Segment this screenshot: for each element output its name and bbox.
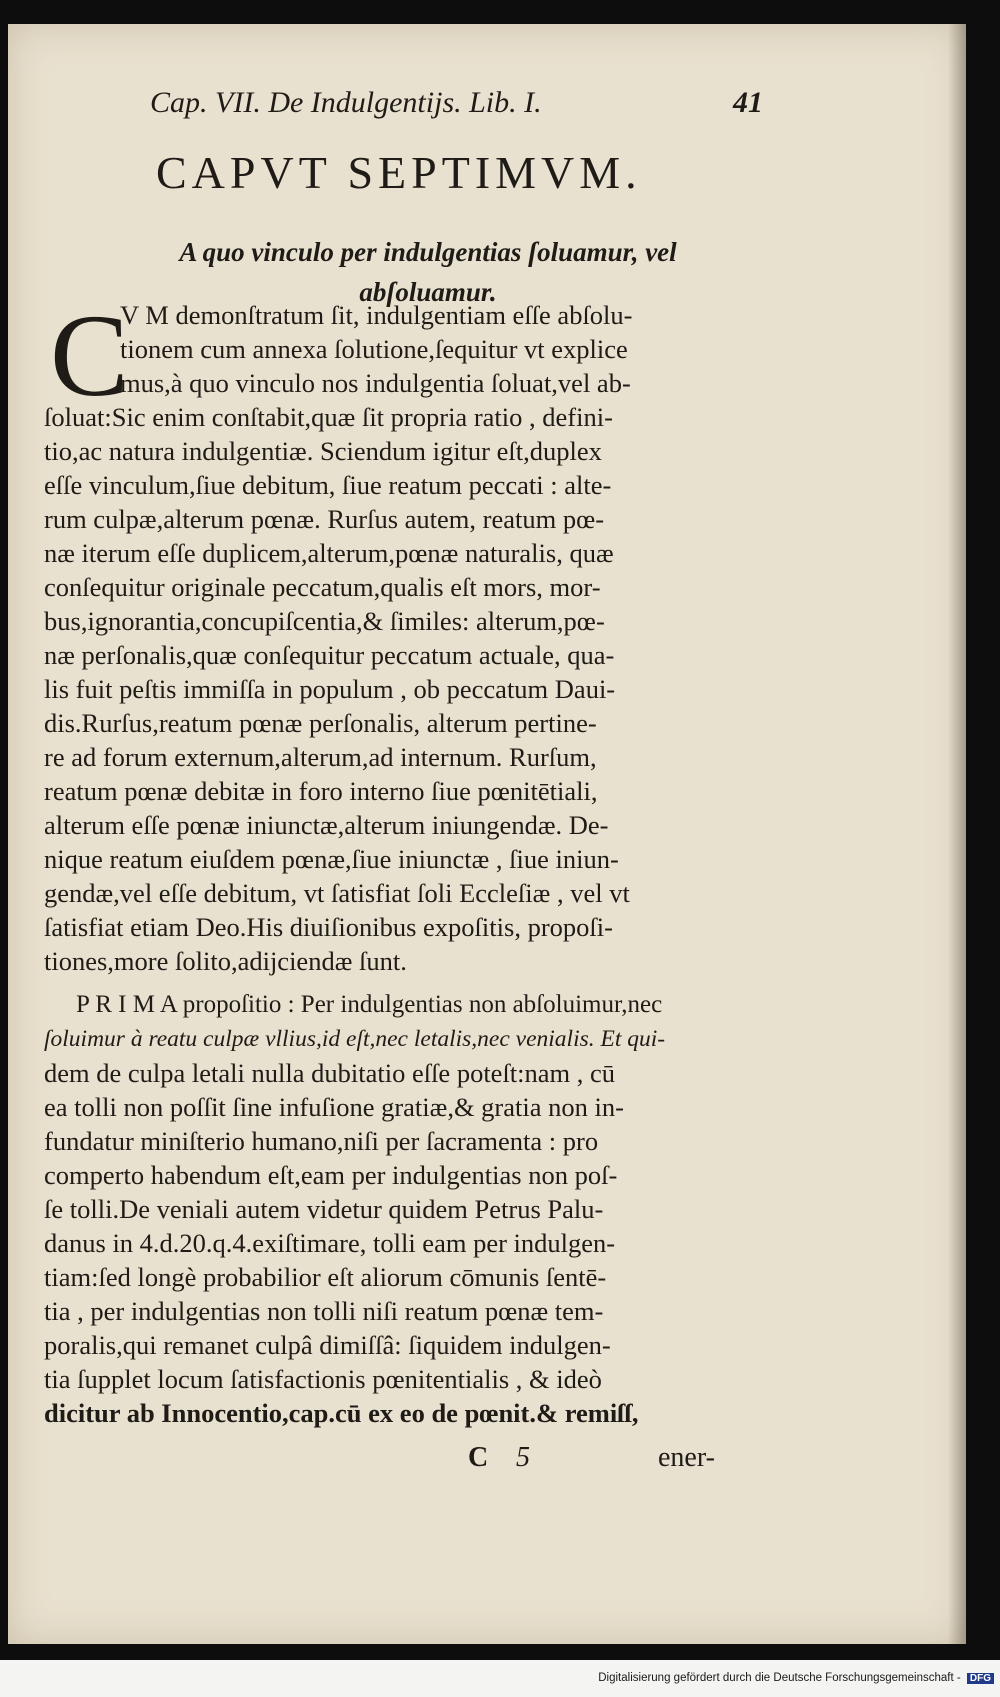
book-page [8, 24, 966, 1644]
text-line: ſatisfiat etiam Deo.His diuiſionibus expoſitis, propoſi- [44, 912, 613, 942]
text-line: fundatur miniſterio humano,niſi per ſacramenta : pro [44, 1126, 599, 1156]
text-line: tia ſupplet locum ſatisfactionis pœnitentialis , & ideò [44, 1364, 602, 1394]
signature-number: 5 [516, 1442, 530, 1473]
text-line: conſequitur originale peccatum,qualis eſt mors, mor- [44, 572, 601, 602]
catchword: ener- [658, 1442, 715, 1473]
text-line: mus,à quo vinculo nos indulgentia ſoluat,vel ab- [120, 368, 631, 398]
text-line: lis fuit peſtis immiſſa in populum , ob peccatum Daui- [44, 674, 616, 704]
text-line: reatum pœnæ debitæ in foro interno ſiue pœnitētiali, [44, 776, 598, 806]
text-line: ea tolli non poſſit ſine infuſione gratiæ,& gratia non in- [44, 1092, 624, 1122]
text-line: ſe tolli.De veniali autem videtur quidem Petrus Palu- [44, 1194, 604, 1224]
text-line: gendæ,vel eſſe debitum, vt ſatisfiat ſoli Eccleſiæ , vel vt [44, 878, 630, 908]
subtitle-line: abſoluamur. [359, 277, 497, 307]
page-number: 41 [733, 86, 763, 119]
text-line: ſoluimur à reatu culpæ vllius,id eſt,nec letalis,nec venialis. Et qui- [44, 1026, 666, 1052]
text-line: tiam:ſed longè probabilior eſt aliorum cōmunis ſentē- [44, 1262, 607, 1292]
text-line: comperto habendum eſt,eam per indulgentias non poſ- [44, 1160, 618, 1190]
running-head: Cap. VII. De Indulgentijs. Lib. I. [150, 86, 542, 119]
text-line: P R I M A propoſitio : Per indulgentias non abſoluimur,nec [76, 991, 663, 1018]
text-line: alterum eſſe pœnæ iniunctæ,alterum iniungendæ. De- [44, 810, 609, 840]
text-line: eſſe vinculum,ſiue debitum, ſiue reatum peccati : alte- [44, 470, 612, 500]
chapter-title: CAPVT SEPTIMVM. [156, 147, 642, 198]
text-line: næ perſonalis,quæ conſequitur peccatum actuale, qua- [44, 640, 615, 670]
text-line: dis.Rurſus,reatum pœnæ perſonalis, alterum pertine- [44, 708, 597, 738]
text-line: poralis,qui remanet culpâ dimiſſâ: ſiquidem indulgen- [44, 1330, 611, 1360]
signature-mark: C [468, 1442, 489, 1473]
text-line: danus in 4.d.20.q.4.exiſtimare, tolli eam per indulgen- [44, 1228, 616, 1258]
drop-capital: C [50, 290, 129, 421]
dfg-logo: DFG [967, 1673, 994, 1684]
text-line: tiones,more ſolito,adijciendæ ſunt. [44, 946, 407, 976]
text-line: tio,ac natura indulgentiæ. Sciendum igitur eſt,duplex [44, 436, 602, 466]
text-line: næ iterum eſſe duplicem,alterum,pœnæ naturalis, quæ [44, 538, 614, 568]
credit-text: Digitalisierung gefördert durch die Deutsche Forschungsgemeinschaft - [598, 1672, 961, 1684]
text-line: V M demonſtratum ſit, indulgentiam eſſe abſolu- [120, 300, 633, 330]
text-line: bus,ignorantia,concupiſcentia,& ſimiles: alterum,pœ- [44, 606, 605, 636]
text-line: dicitur ab Innocentio,cap.cū ex eo de pœnit.& remiſſ, [44, 1398, 639, 1428]
text-line: nique reatum eiuſdem pœnæ,ſiue iniunctæ , ſiue iniun- [44, 844, 619, 874]
subtitle-line: A quo vinculo per indulgentias ſoluamur, vel [179, 237, 677, 267]
text-line: re ad forum externum,alterum,ad internum. Rurſum, [44, 742, 597, 772]
text-line: tia , per indulgentias non tolli niſi reatum pœnæ tem- [44, 1296, 604, 1326]
text-line: rum culpæ,alterum pœnæ. Rurſus autem, reatum pœ- [44, 504, 605, 534]
text-line: dem de culpa letali nulla dubitatio eſſe poteſt:nam , cū [44, 1058, 616, 1088]
text-line: ſoluat:Sic enim conſtabit,quæ ſit propria ratio , defini- [44, 402, 613, 432]
text-line: tionem cum annexa ſolutione,ſequitur vt explice [120, 334, 628, 364]
body-text [8, 24, 966, 1644]
digitization-credit [598, 1672, 994, 1684]
